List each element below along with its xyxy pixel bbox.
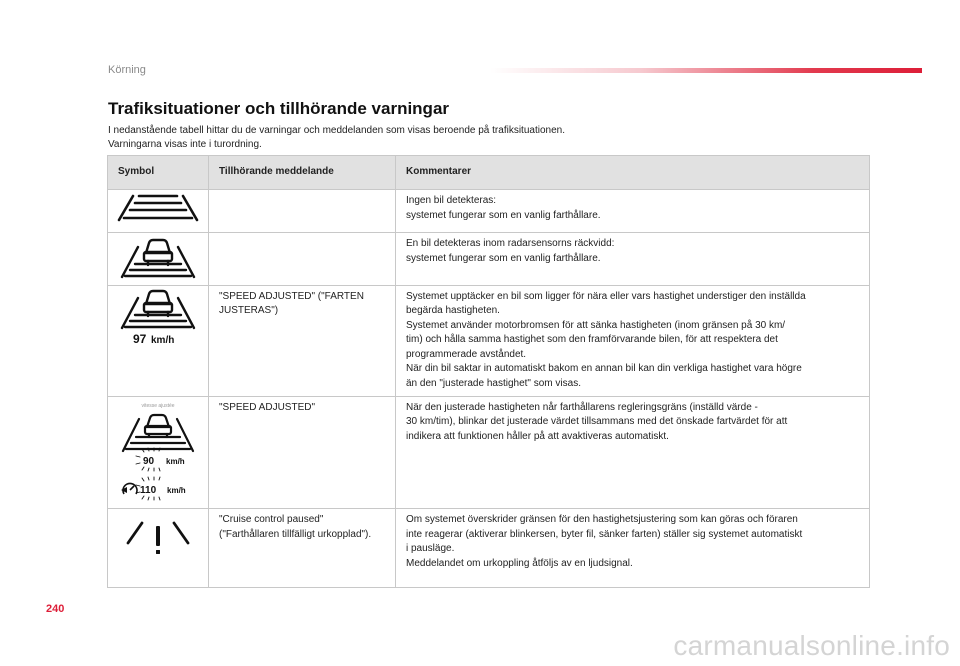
table-row bbox=[108, 396, 870, 509]
comment-line: programmerade avståndet. bbox=[406, 348, 527, 360]
message-line: "SPEED ADJUSTED" ("FARTEN bbox=[219, 290, 364, 302]
comment-line: inte reagerar (aktiverar blinkersen, byter fil, sänker farten) ställer sig systemet automatiskt bbox=[406, 528, 803, 540]
comment-line: 30 km/tim), blinkar det justerade värdet tillsammans med det önskade fartvärdet för att bbox=[406, 416, 788, 427]
exclamation-icon bbox=[156, 526, 160, 554]
symbol-cell bbox=[108, 509, 209, 588]
column-header-message: Tillhörande meddelande bbox=[209, 156, 396, 190]
comment-line: indikera att funktionen håller på att avaktiveras automatiskt. bbox=[406, 430, 669, 442]
message-line: "SPEED ADJUSTED" bbox=[219, 401, 316, 413]
speed-value-set: 110 bbox=[140, 484, 157, 496]
comment-line: En bil detekteras inom radarsensorns räckvidd: bbox=[406, 238, 615, 249]
speed-unit: km/h bbox=[167, 485, 186, 495]
symbol-cell bbox=[108, 233, 209, 286]
page-number: 240 bbox=[46, 603, 65, 615]
watermark: carmanualsonline.info bbox=[673, 630, 950, 661]
comment-line: Systemet upptäcker en bil som ligger för nära eller vars hastighet understiger den inställda bbox=[406, 290, 806, 302]
column-header-comment: Kommentarer bbox=[396, 156, 870, 190]
table-row bbox=[108, 233, 870, 286]
comment-line: Ingen bil detekteras: bbox=[406, 195, 497, 206]
message-line: ("Farthållaren tillfälligt urkopplad"). bbox=[219, 528, 372, 540]
table-row bbox=[108, 190, 870, 233]
comment-cell bbox=[396, 285, 870, 396]
comment-line: Meddelandet om urkoppling åtföljs av en ljudsignal. bbox=[406, 557, 633, 569]
table-row bbox=[108, 285, 870, 396]
car-detected-icon bbox=[113, 233, 203, 279]
small-caption: vitesse ajustée bbox=[141, 402, 175, 409]
header-accent-bar bbox=[490, 68, 922, 73]
intro-line: I nedanstående tabell hittar du de varningar och meddelanden som visas beroende på trafiksituationen. bbox=[108, 125, 565, 136]
column-header-symbol: Symbol bbox=[108, 156, 209, 190]
speed-unit: km/h bbox=[166, 456, 185, 466]
comment-cell bbox=[396, 509, 870, 588]
page-title: Trafiksituationer och tillhörande varningar bbox=[108, 99, 450, 118]
car-speed-97-icon bbox=[113, 286, 203, 348]
comment-line: i pausläge. bbox=[406, 543, 455, 554]
comment-line: När den justerade hastigheten når farthållarens regleringsgräns (inställd värde - bbox=[406, 401, 758, 413]
comment-line: tim) och hålla samma hastighet som den framförvarande bilen, för att respektera det bbox=[406, 334, 778, 345]
comment-cell bbox=[396, 190, 870, 233]
comment-line: Systemet använder motorbromsen för att sänka hastigheten (inom gränsen på 30 km/ bbox=[406, 319, 786, 331]
message-cell bbox=[209, 285, 396, 396]
comment-cell bbox=[396, 396, 870, 509]
comment-line: systemet fungerar som en vanlig farthållare. bbox=[406, 252, 601, 264]
comment-line: än den "justerade hastighet" som visas. bbox=[406, 377, 581, 389]
symbol-cell bbox=[108, 396, 209, 509]
message-cell bbox=[209, 190, 396, 233]
comment-line: När din bil saktar in automatiskt bakom en annan bil kan din verkliga hastighet vara högre bbox=[406, 363, 802, 374]
comment-line: begärda hastigheten. bbox=[406, 305, 500, 316]
symbol-cell bbox=[108, 190, 209, 233]
intro-text bbox=[108, 124, 565, 152]
speed-unit: km/h bbox=[151, 334, 175, 346]
lane-lines-icon bbox=[113, 190, 203, 226]
message-cell bbox=[209, 396, 396, 509]
comment-line: Om systemet överskrider gränsen för den hastighetsjustering som kan göras och föraren bbox=[406, 514, 798, 525]
intro-line: Varningarna visas inte i turordning. bbox=[108, 139, 262, 150]
message-cell bbox=[209, 509, 396, 588]
table-header-row bbox=[108, 156, 870, 190]
speed-value-adjusted: 90 bbox=[143, 455, 155, 467]
section-label: Körning bbox=[108, 64, 146, 76]
table-row bbox=[108, 509, 870, 588]
cruise-control-icon bbox=[121, 483, 137, 494]
paused-warning-icon bbox=[113, 509, 203, 569]
message-cell bbox=[209, 233, 396, 286]
speed-value: 97 bbox=[133, 331, 147, 346]
speed-adjusted-blink-icon bbox=[110, 397, 206, 503]
warnings-table bbox=[107, 155, 870, 588]
message-line: JUSTERAS") bbox=[219, 305, 279, 316]
symbol-cell bbox=[108, 285, 209, 396]
message-line: "Cruise control paused" bbox=[219, 514, 324, 525]
comment-cell bbox=[396, 233, 870, 286]
comment-line: systemet fungerar som en vanlig farthållare. bbox=[406, 209, 601, 221]
